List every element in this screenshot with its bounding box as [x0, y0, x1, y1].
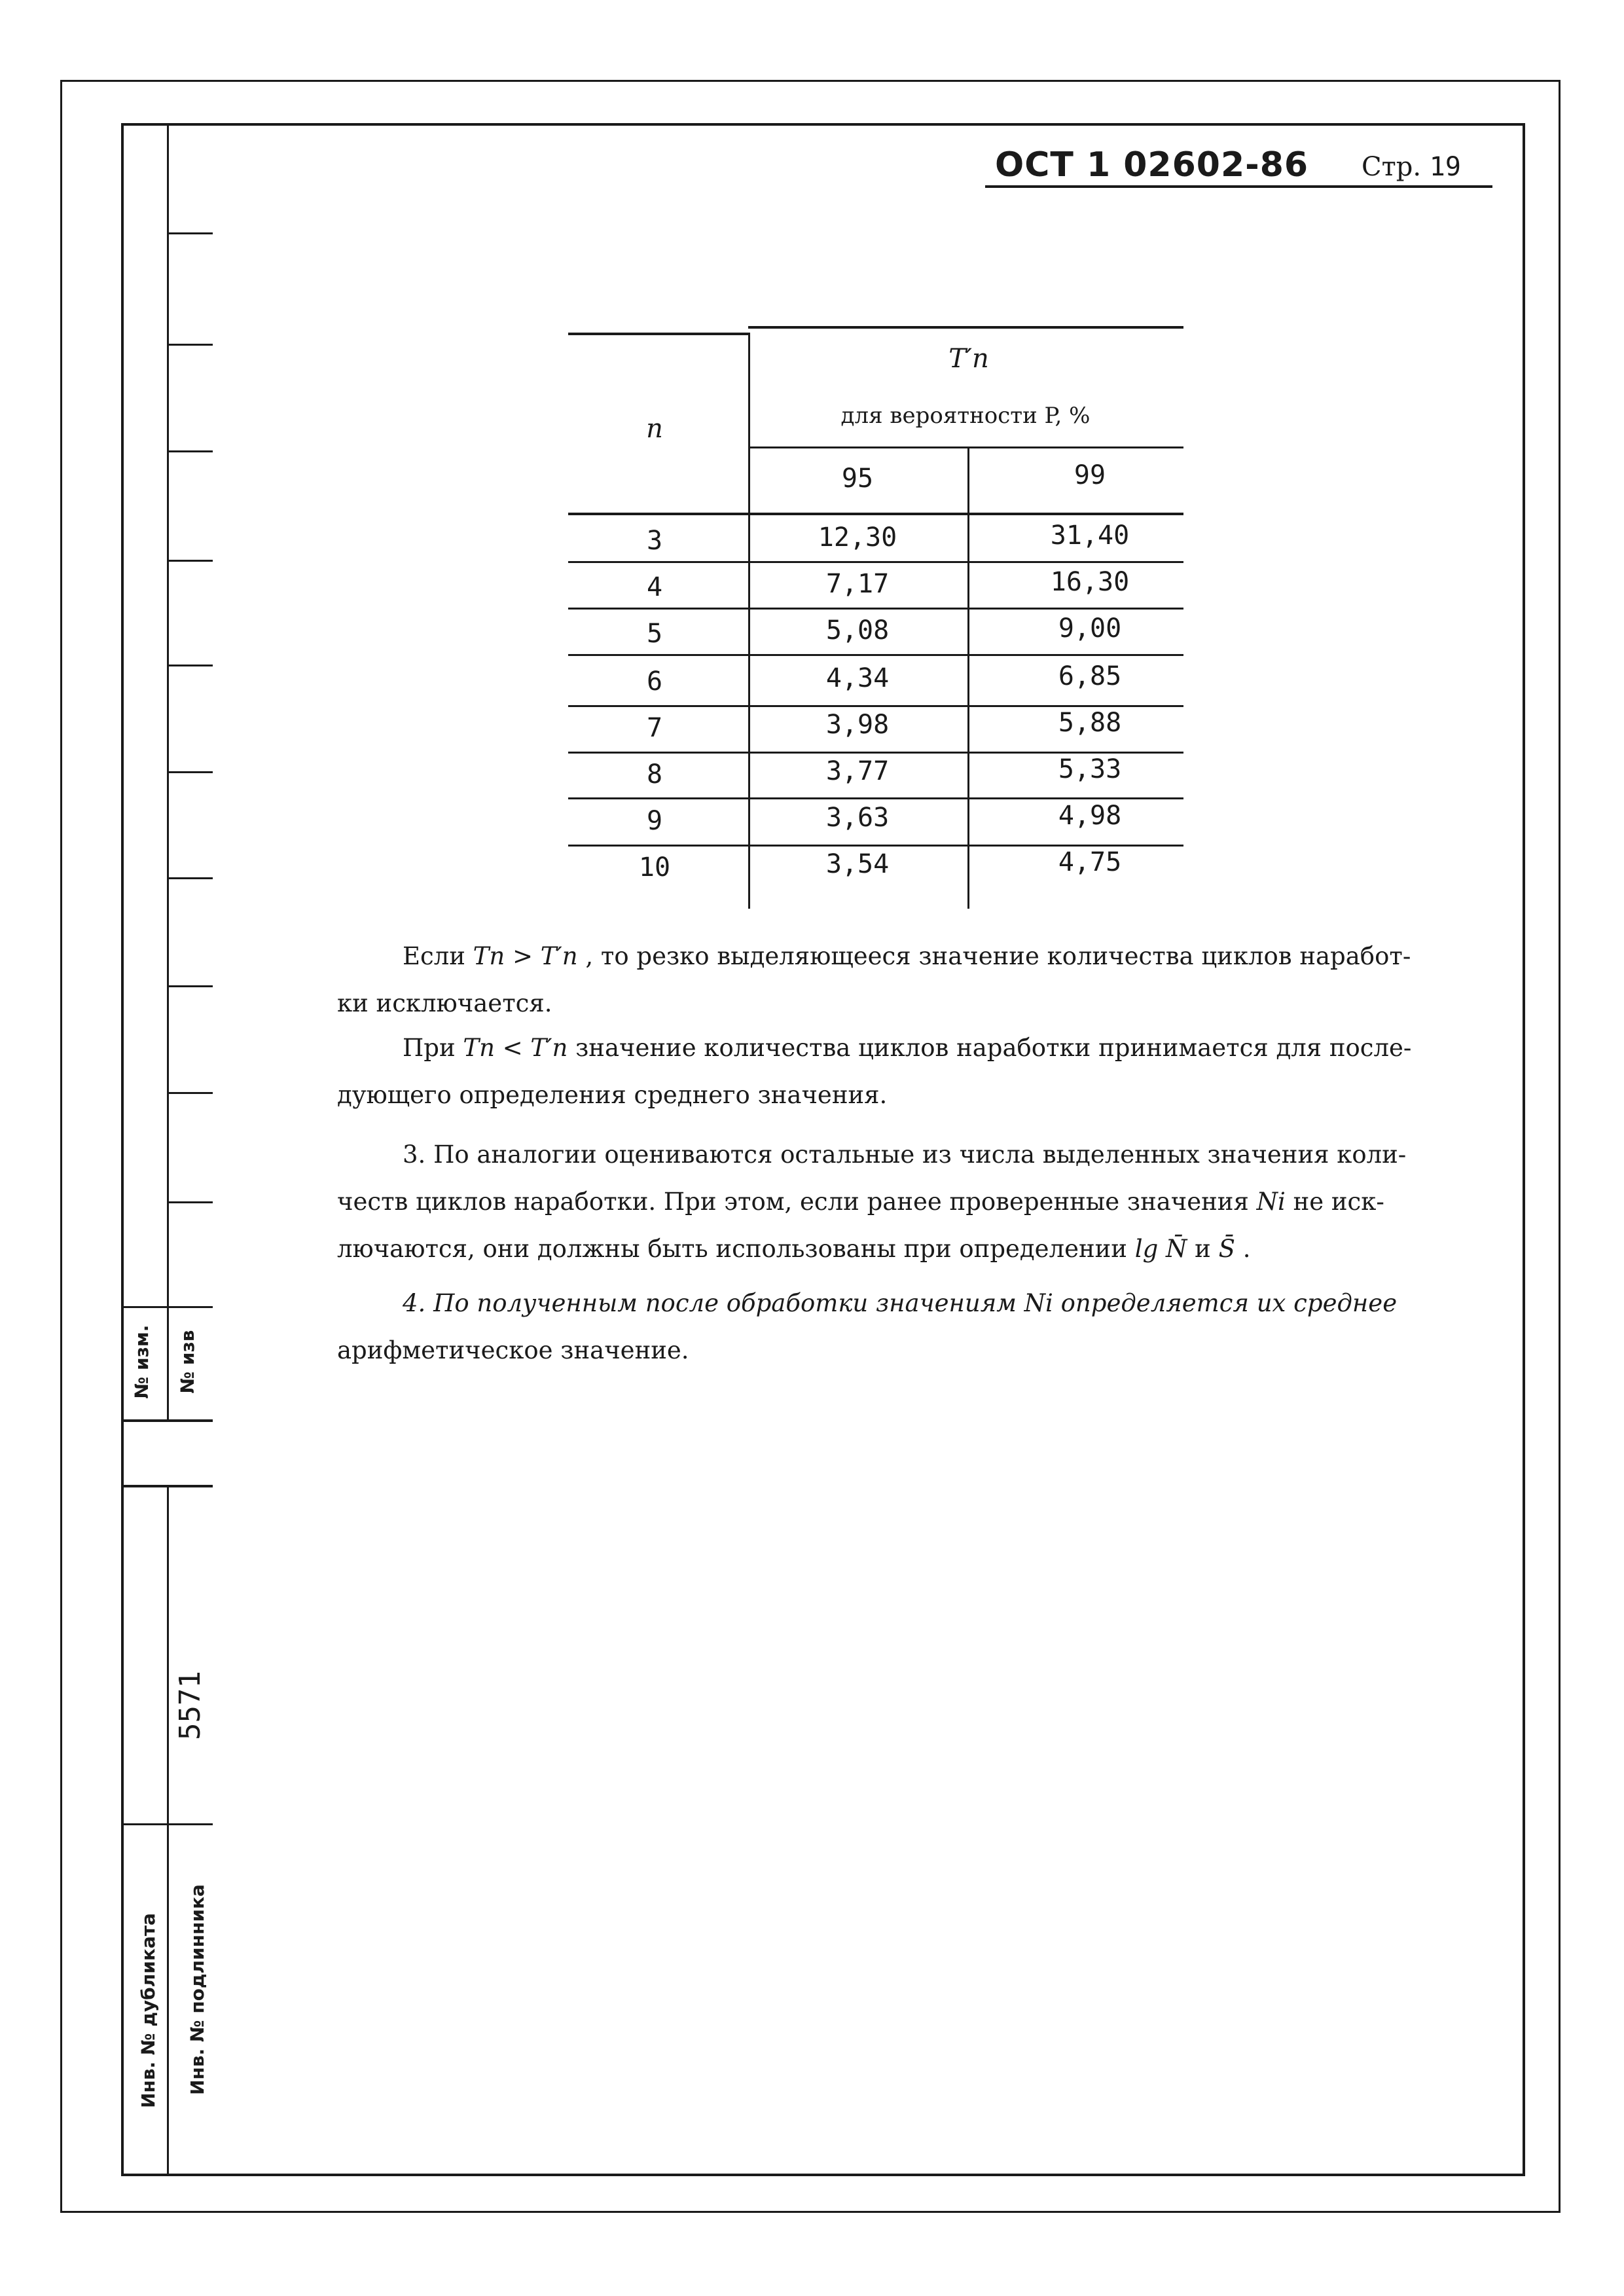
- cell-p95: 3,98: [825, 710, 890, 740]
- cell-p99: 31,40: [1050, 520, 1130, 551]
- cell-p99: 4,75: [1058, 847, 1122, 877]
- cell-p95: 5,08: [825, 615, 890, 646]
- page-number-value: 19: [1429, 152, 1461, 182]
- math-tn-gt: Tn > T′n: [473, 942, 578, 970]
- math-tn-lt: Tn < T′n: [463, 1034, 568, 1062]
- cell-p95: 12,30: [818, 522, 897, 553]
- math-ni: Ni: [1024, 1289, 1053, 1317]
- col-t-header: T′n: [948, 344, 989, 374]
- cell-n: 9: [646, 806, 663, 836]
- prob-header: для вероятности P, %: [840, 403, 1091, 429]
- page-label: Стр.: [1362, 152, 1422, 182]
- paragraph-exclusion-rule: Если Tn > T′n , то резко выделяющееся значение количества циклов наработ- ки исключается.: [337, 942, 1411, 1017]
- cell-p95: 7,17: [825, 569, 890, 599]
- math-lg-n: lg N̄: [1134, 1235, 1187, 1263]
- paragraph-item-4: 4. По полученным после обработки значениям Ni определяется их среднее арифметическое значение.: [337, 1289, 1398, 1364]
- inventory-number: 5571: [173, 1671, 207, 1740]
- cell-n: 8: [646, 759, 663, 790]
- cell-n: 10: [638, 852, 671, 883]
- cell-p95: 3,54: [825, 849, 890, 879]
- podlinnik-label: Инв. № подлинника: [187, 1884, 208, 2095]
- paragraph-acceptance-rule: При Tn < T′n значение количества циклов наработки принимается для после- дующего определения среднего значения.: [337, 1034, 1412, 1109]
- dublikat-label: Инв. № дубликата: [137, 1913, 159, 2108]
- cell-p99: 5,33: [1058, 754, 1122, 784]
- cell-p95: 3,77: [825, 756, 890, 786]
- cell-p99: 6,85: [1058, 661, 1122, 691]
- math-ni: Ni: [1256, 1188, 1286, 1216]
- document-code: ОСТ 1 02602-86: [995, 145, 1309, 185]
- cell-n: 5: [646, 619, 663, 649]
- cell-p99: 9,00: [1058, 613, 1122, 644]
- header-rule: [985, 185, 1492, 188]
- math-s-bar: S̄: [1218, 1235, 1235, 1263]
- izv-label: № изв: [177, 1330, 198, 1394]
- cell-p99: 5,88: [1058, 708, 1122, 738]
- col-95-header: 95: [841, 464, 874, 494]
- col-n-header: n: [646, 414, 663, 444]
- cell-n: 7: [646, 713, 663, 743]
- cell-p95: 4,34: [825, 663, 890, 693]
- cell-p95: 3,63: [825, 803, 890, 833]
- cell-n: 3: [646, 526, 663, 556]
- cell-p99: 4,98: [1058, 801, 1122, 831]
- izm-label: № изм.: [131, 1324, 153, 1399]
- col-99-header: 99: [1074, 460, 1106, 490]
- page-number: [1362, 152, 1461, 182]
- cell-n: 6: [646, 666, 663, 697]
- paragraph-item-3: 3. По аналогии оцениваются остальные из числа выделенных значения коли- честв циклов наработки. При этом, если ранее проверенные значения Ni не иск- лючаются, они должны быть использованы при определении lg N̄ и S̄ .: [337, 1140, 1407, 1263]
- cell-n: 4: [646, 572, 663, 602]
- cell-p99: 16,30: [1050, 567, 1130, 597]
